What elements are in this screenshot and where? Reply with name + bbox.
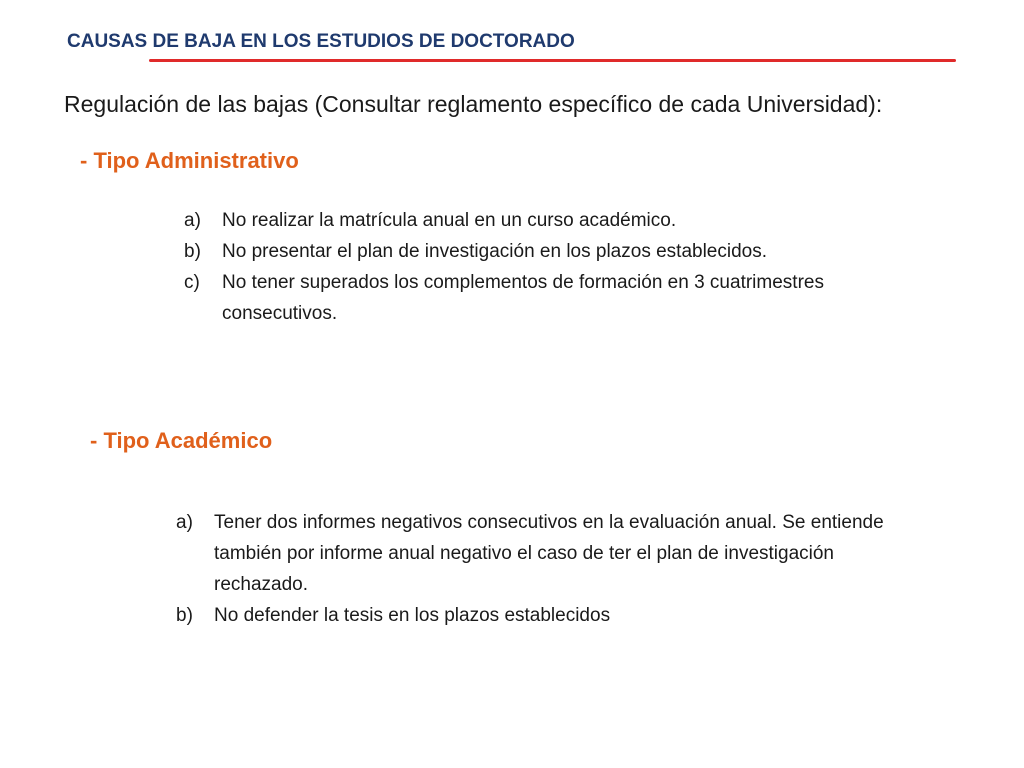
list-marker: b) [184, 241, 201, 262]
heading-academic: - Tipo Académico [90, 428, 273, 453]
administrative-list [184, 205, 924, 329]
list-marker: a) [176, 512, 193, 533]
list-item [184, 267, 924, 329]
list-item-text: No tener superados los complementos de formación en 3 cuatrimestres consecutivos. [222, 272, 824, 324]
academic-list [176, 507, 936, 631]
list-marker: b) [176, 605, 193, 626]
title-underline [149, 59, 956, 62]
heading-administrative: - Tipo Administrativo [80, 148, 299, 173]
list-item [184, 236, 924, 267]
list-item-text: No realizar la matrícula anual en un curso académico. [222, 210, 677, 231]
list-marker: a) [184, 210, 201, 231]
list-item-text: Tener dos informes negativos consecutivos en la evaluación anual. Se entiende también por informe anual negativo el caso de ter el plan de investigación rechazado. [214, 512, 884, 595]
list-item-text: No presentar el plan de investigación en los plazos establecidos. [222, 241, 767, 262]
intro-text: Regulación de las bajas (Consultar reglamento específico de cada Universidad): [64, 91, 883, 117]
list-item [184, 205, 924, 236]
list-marker: c) [184, 272, 200, 293]
list-item [176, 507, 936, 600]
list-item-text: No defender la tesis en los plazos establecidos [214, 605, 611, 626]
list-item [176, 600, 936, 631]
slide-title: CAUSAS DE BAJA EN LOS ESTUDIOS DE DOCTORADO [67, 31, 575, 52]
